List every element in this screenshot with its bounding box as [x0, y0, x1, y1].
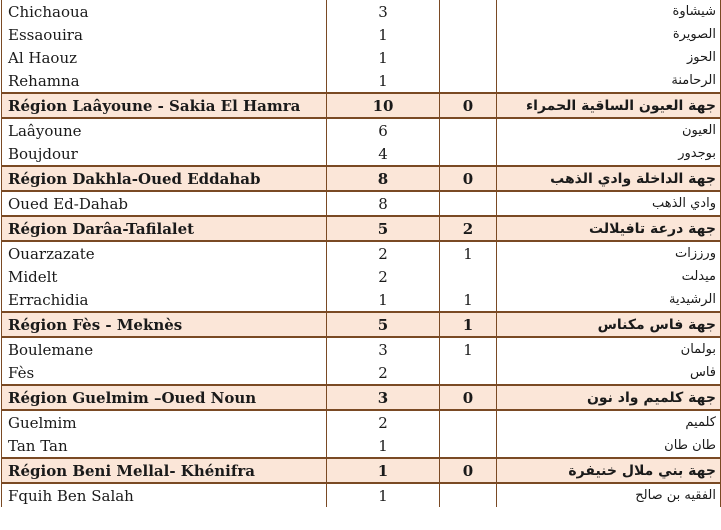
- table-row: [2, 23, 721, 46]
- region-city-table: [1, 0, 721, 507]
- extra-count-cell: [440, 361, 497, 385]
- french-name-cell: Midelt: [2, 265, 327, 288]
- extra-count-cell: [440, 434, 497, 458]
- table-row: [2, 241, 721, 265]
- extra-count-cell: [440, 191, 497, 216]
- count-cell: 2: [327, 265, 440, 288]
- extra-count-cell: 1: [440, 241, 497, 265]
- arabic-name-cell: الفقيه بن صالح: [497, 483, 721, 507]
- arabic-name-cell: جهة درعة تافيلالت: [497, 216, 721, 241]
- arabic-name-cell: شيشاوة: [497, 0, 721, 23]
- count-cell: 2: [327, 241, 440, 265]
- arabic-name-cell: فاس: [497, 361, 721, 385]
- extra-count-cell: 0: [440, 166, 497, 191]
- count-cell: 1: [327, 288, 440, 312]
- arabic-name-cell: جهة العيون الساقية الحمراء: [497, 93, 721, 118]
- count-cell: 1: [327, 458, 440, 483]
- french-name-cell: Fquih Ben Salah: [2, 483, 327, 507]
- arabic-name-cell: الرحامنة: [497, 69, 721, 93]
- arabic-name-cell: بوجدور: [497, 142, 721, 166]
- arabic-name-cell: طان طان: [497, 434, 721, 458]
- extra-count-cell: [440, 69, 497, 93]
- count-cell: 4: [327, 142, 440, 166]
- region-row: [2, 166, 721, 191]
- count-cell: 3: [327, 0, 440, 23]
- french-name-cell: Ouarzazate: [2, 241, 327, 265]
- extra-count-cell: 1: [440, 337, 497, 361]
- french-name-cell: Région Fès - Meknès: [2, 312, 327, 337]
- region-row: [2, 385, 721, 410]
- region-row: [2, 216, 721, 241]
- table-row: [2, 434, 721, 458]
- count-cell: 1: [327, 23, 440, 46]
- count-cell: 1: [327, 46, 440, 69]
- extra-count-cell: [440, 142, 497, 166]
- table-row: [2, 337, 721, 361]
- count-cell: 8: [327, 191, 440, 216]
- table-row: [2, 69, 721, 93]
- arabic-name-cell: جهة فاس مكناس: [497, 312, 721, 337]
- arabic-name-cell: وادي الذهب: [497, 191, 721, 216]
- french-name-cell: Al Haouz: [2, 46, 327, 69]
- french-name-cell: Boujdour: [2, 142, 327, 166]
- french-name-cell: Région Darâa-Tafilalet: [2, 216, 327, 241]
- arabic-name-cell: جهة بني ملال خنيفرة: [497, 458, 721, 483]
- region-row: [2, 458, 721, 483]
- table-row: [2, 142, 721, 166]
- extra-count-cell: 0: [440, 93, 497, 118]
- extra-count-cell: 2: [440, 216, 497, 241]
- count-cell: 5: [327, 312, 440, 337]
- table-row: [2, 410, 721, 434]
- arabic-name-cell: جهة كلميم واد نون: [497, 385, 721, 410]
- french-name-cell: Oued Ed-Dahab: [2, 191, 327, 216]
- count-cell: 3: [327, 337, 440, 361]
- arabic-name-cell: الصويرة: [497, 23, 721, 46]
- arabic-name-cell: كلميم: [497, 410, 721, 434]
- french-name-cell: Boulemane: [2, 337, 327, 361]
- count-cell: 6: [327, 118, 440, 142]
- french-name-cell: Région Beni Mellal- Khénifra: [2, 458, 327, 483]
- arabic-name-cell: الرشيدية: [497, 288, 721, 312]
- table-body: [2, 0, 721, 507]
- arabic-name-cell: جهة الداخلة وادي الذهب: [497, 166, 721, 191]
- count-cell: 1: [327, 434, 440, 458]
- extra-count-cell: [440, 23, 497, 46]
- extra-count-cell: 1: [440, 288, 497, 312]
- french-name-cell: Chichaoua: [2, 0, 327, 23]
- arabic-name-cell: العيون: [497, 118, 721, 142]
- french-name-cell: Essaouira: [2, 23, 327, 46]
- region-row: [2, 312, 721, 337]
- table-row: [2, 265, 721, 288]
- french-name-cell: Tan Tan: [2, 434, 327, 458]
- extra-count-cell: [440, 0, 497, 23]
- french-name-cell: Errachidia: [2, 288, 327, 312]
- french-name-cell: Rehamna: [2, 69, 327, 93]
- extra-count-cell: [440, 118, 497, 142]
- count-cell: 5: [327, 216, 440, 241]
- table-row: [2, 118, 721, 142]
- count-cell: 1: [327, 69, 440, 93]
- french-name-cell: Guelmim: [2, 410, 327, 434]
- table-row: [2, 191, 721, 216]
- table-row: [2, 46, 721, 69]
- count-cell: 2: [327, 361, 440, 385]
- extra-count-cell: 0: [440, 385, 497, 410]
- table-row: [2, 288, 721, 312]
- extra-count-cell: 0: [440, 458, 497, 483]
- french-name-cell: Laâyoune: [2, 118, 327, 142]
- extra-count-cell: 1: [440, 312, 497, 337]
- extra-count-cell: [440, 46, 497, 69]
- count-cell: 8: [327, 166, 440, 191]
- table-row: [2, 0, 721, 23]
- table-row: [2, 361, 721, 385]
- french-name-cell: Région Laâyoune - Sakia El Hamra: [2, 93, 327, 118]
- arabic-name-cell: الحوز: [497, 46, 721, 69]
- count-cell: 2: [327, 410, 440, 434]
- french-name-cell: Région Guelmim –Oued Noun: [2, 385, 327, 410]
- extra-count-cell: [440, 483, 497, 507]
- arabic-name-cell: ورززات: [497, 241, 721, 265]
- arabic-name-cell: بولمان: [497, 337, 721, 361]
- extra-count-cell: [440, 410, 497, 434]
- region-row: [2, 93, 721, 118]
- french-name-cell: Région Dakhla-Oued Eddahab: [2, 166, 327, 191]
- table-row: [2, 483, 721, 507]
- arabic-name-cell: ميدلت: [497, 265, 721, 288]
- count-cell: 3: [327, 385, 440, 410]
- count-cell: 1: [327, 483, 440, 507]
- french-name-cell: Fès: [2, 361, 327, 385]
- count-cell: 10: [327, 93, 440, 118]
- extra-count-cell: [440, 265, 497, 288]
